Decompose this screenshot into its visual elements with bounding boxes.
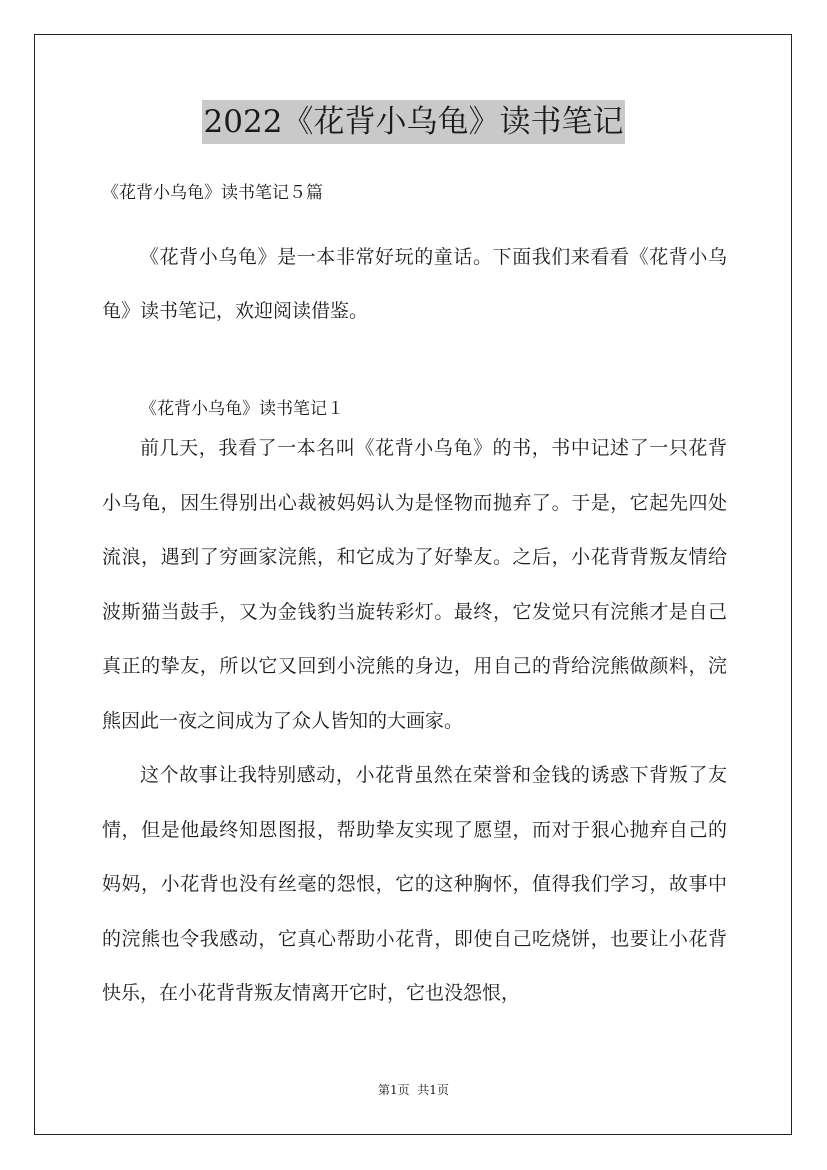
body-paragraph: 前几天，我看了一本名叫《花背小乌龟》的书，书中记述了一只花背小乌龟，因生得别出心裁被妈妈认为是怪物而抛弃了。于是，它起先四处流浪，遇到了穷画家浣熊，和它成为了好挚友。之后，小花背背叛友情给波斯猫当鼓手，又为金钱豹当旋转彩灯。最终，它发觉只有浣熊才是自己真正的挚友，所以它又回到小浣熊的身边，用自己的背给浣熊做颜料，浣熊因此一夜之间成为了众人皆知的大画家。: [102, 437, 727, 732]
document-subtitle: 《花背小乌龟》读书笔记５篇: [102, 183, 323, 203]
document-title: 2022《花背小乌龟》读书笔记: [202, 100, 626, 144]
body-paragraph: 这个故事让我特别感动，小花背虽然在荣誉和金钱的诱惑下背叛了友情，但是他最终知恩图报，帮助挚友实现了愿望，而对于狠心抛弃自己的妈妈，小花背也没有丝毫的怨恨，它的这种胸怀，值得我们学习，故事中的浣熊也令我感动，它真心帮助小花背，即使自己吃烧饼，也要让小花背快乐，在小花背背叛友情离开它时，它也没怨恨，: [102, 764, 727, 1004]
section-heading: 《花背小乌龟》读书笔记１: [140, 399, 344, 419]
body-text: [102, 421, 727, 1021]
intro-paragraph: 《花背小乌龟》是一本非常好玩的童话。下面我们来看看《花背小乌龟》读书笔记，欢迎阅读借鉴。: [102, 246, 727, 322]
page-footer: 第1页 共1页: [378, 1083, 449, 1097]
title-container: [0, 100, 827, 144]
